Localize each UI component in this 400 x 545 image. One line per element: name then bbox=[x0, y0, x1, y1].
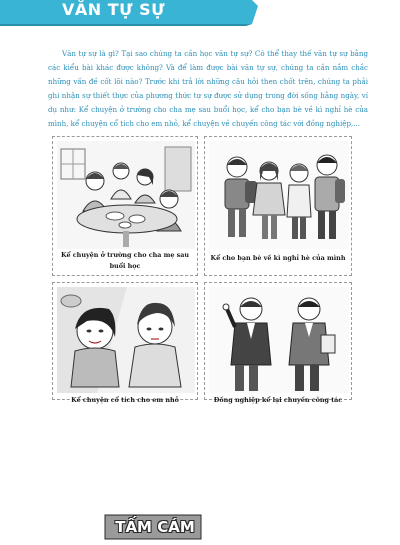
illustration-card-colleagues bbox=[204, 282, 352, 404]
friends-vacation-image bbox=[209, 141, 349, 249]
tam-cam-stamp bbox=[103, 513, 203, 541]
illustration-card-fairy-tale bbox=[52, 282, 198, 536]
fairy-tale-image bbox=[57, 287, 195, 393]
family-dinner-image bbox=[57, 141, 195, 249]
banner-title: VĂN TỰ SỰ bbox=[62, 0, 165, 19]
intro-paragraph: Văn tự sự là gì? Tại sao chúng ta cần học văn tự sự? Có thể thay thế văn tự sự bằng các kiểu bài khác được không? Và để làm được bài văn tự sự, chúng ta cần nắm chắc những vấn đề cốt lõi nào? Trước khi trả lời những câu hỏi then chốt trên, chúng ta phải ghi nhận sự thiết thực của phương thức tự sự được sử dụng trong đời sống hằng ngày, ví dụ như: Kể chuyện ở trường cho cha mẹ sau buổi học, kể cho bạn bè về kì nghỉ hè của mình, kể chuyện cổ tích cho em nhỏ, kể chuyện về chuyến công tác với đồng nghiệp,... bbox=[48, 49, 368, 128]
illustration-grid bbox=[52, 136, 352, 536]
colleagues-image bbox=[209, 287, 349, 393]
caption-friends-vacation: Kể cho bạn bè về kì nghỉ hè của mình bbox=[210, 254, 346, 262]
caption-fairy-tale: Kể chuyện cổ tích cho em nhỏ bbox=[71, 396, 179, 404]
caption-family-dinner: Kể chuyện ở trường cho cha mẹ sau buổi học bbox=[60, 251, 190, 270]
illustration-card-friends-vacation bbox=[204, 136, 352, 276]
caption-colleagues: Đồng nghiệp kể lại chuyến công tác bbox=[213, 396, 343, 404]
section-banner bbox=[0, 0, 258, 26]
stamp-text: TẤM CÁM bbox=[115, 518, 195, 536]
illustration-card-family-dinner bbox=[52, 136, 198, 276]
